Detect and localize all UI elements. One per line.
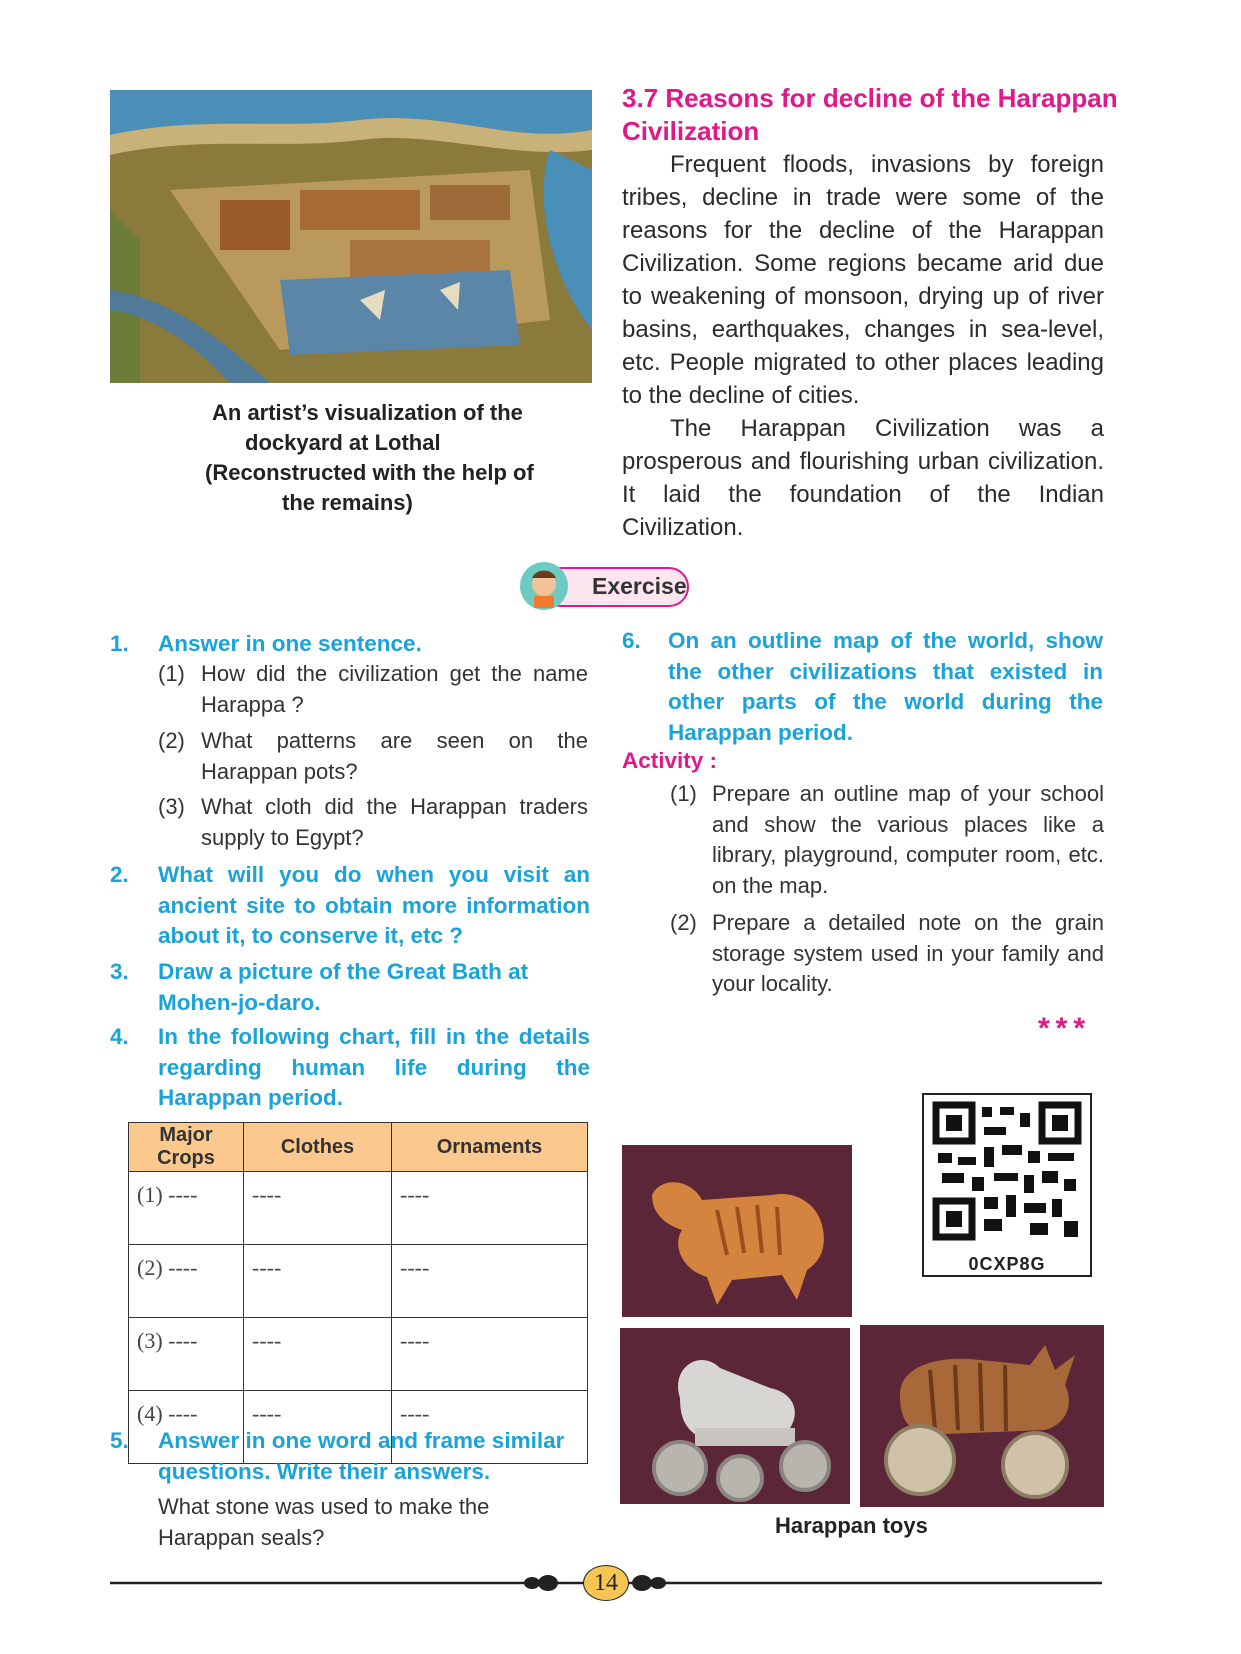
end-stars: *** [1038,1012,1092,1045]
question-text: On an outline map of the world, show the other civilizations that existed in other parts of the world during the Harappan period. [668,628,1103,745]
question-number: 5. [110,1428,129,1453]
sub-question-number: (3) [158,794,185,819]
table-cell[interactable]: (3) ---- [129,1318,244,1391]
human-life-chart [128,1122,588,1464]
table-row [129,1172,588,1245]
table-cell[interactable]: ---- [244,1245,392,1318]
table-row [129,1245,588,1318]
sub-question-text: How did the civilization get the name Harappa ? [201,661,588,717]
wheeled-animal-icon [620,1328,850,1504]
sub-question-text: What patterns are seen on the Harappan pots? [201,728,588,784]
figure-caption-line3: (Reconstructed with the help of [205,460,534,485]
toy-image-bull-figurine [622,1145,852,1317]
activity-item-text: Prepare a detailed note on the grain storage system used in your family and your locality. [712,910,1104,996]
bull-figurine-icon [622,1145,852,1317]
question-text: Draw a picture of the Great Bath at Mohen-jo-daro. [158,959,529,1015]
table-cell[interactable]: ---- [392,1172,588,1245]
table-cell[interactable]: ---- [392,1318,588,1391]
figure-caption-line1: An artist’s visualization of the [212,400,523,425]
qr-code-label: 0CXP8G [968,1254,1046,1274]
table-cell[interactable]: (4) ---- [129,1391,244,1464]
question-text: In the following chart, fill in the details regarding human life during the Harappan period. [158,1024,590,1110]
question-number: 6. [622,628,641,653]
toy-image-wheeled-bull [860,1325,1104,1507]
table-cell[interactable]: ---- [244,1391,392,1464]
activity-item-number: (1) [670,781,697,806]
table-cell[interactable]: ---- [392,1245,588,1318]
exercise-label: Exercise [592,573,687,599]
page-number: 14 [583,1565,629,1601]
qr-code-icon [924,1095,1090,1247]
lothal-dockyard-image [110,90,592,383]
question-number: 4. [110,1024,129,1049]
question-text: What will you do when you visit an ancient site to obtain more information about it, to conserve it, etc ? [158,862,590,948]
sub-question-text: What cloth did the Harappan traders supply to Egypt? [201,794,588,850]
question-text: Answer in one sentence. [158,631,422,656]
question-number: 3. [110,959,129,984]
qr-code[interactable] [922,1093,1092,1277]
toy-image-wheeled-animal [620,1328,850,1504]
question-number: 1. [110,631,129,656]
table-cell[interactable]: ---- [392,1391,588,1464]
figure-caption-line2: dockyard at Lothal [245,430,441,455]
activity-item-text: Prepare an outline map of your school and show the various places like a library, playground, computer room, etc. on the map. [712,781,1104,898]
table-cell[interactable]: ---- [244,1318,392,1391]
question-number: 2. [110,862,129,887]
question-5-sub: What stone was used to make the Harappan seals? [158,1494,490,1550]
table-cell[interactable]: (2) ---- [129,1245,244,1318]
column-header: Major Crops [129,1123,244,1172]
wheeled-bull-icon [860,1325,1104,1507]
section-heading-line2: Civilization [622,116,760,146]
toys-caption: Harappan toys [775,1513,928,1538]
table-header-row [129,1123,588,1172]
section-paragraph-1: Frequent floods, invasions by foreign tribes, decline in trade were some of the reasons for the decline of the Harappan Civilization. Some regions became arid due to weakening of monsoon, drying up of river basins, earthquakes, changes in sea-level, etc. People migrated to other places leading to the decline of cities. [622,151,1104,409]
section-paragraph-2: The Harappan Civilization was a prosperous and flourishing urban civilization. It laid the foundation of the Indian Civilization. [622,415,1104,541]
sub-question-number: (1) [158,661,185,686]
activity-item-number: (2) [670,910,697,935]
table-row [129,1318,588,1391]
column-header: Clothes [244,1123,392,1172]
column-header: Ornaments [392,1123,588,1172]
figure-caption-line4: the remains) [282,490,413,515]
question-text: Answer in one word and frame similar questions. Write their answers. [158,1428,565,1484]
sub-question-number: (2) [158,728,185,753]
table-cell[interactable]: (1) ---- [129,1172,244,1245]
section-heading: 3.7 Reasons for decline of the Harappan [622,83,1118,113]
activity-heading: Activity : [622,748,718,773]
table-cell[interactable]: ---- [244,1172,392,1245]
